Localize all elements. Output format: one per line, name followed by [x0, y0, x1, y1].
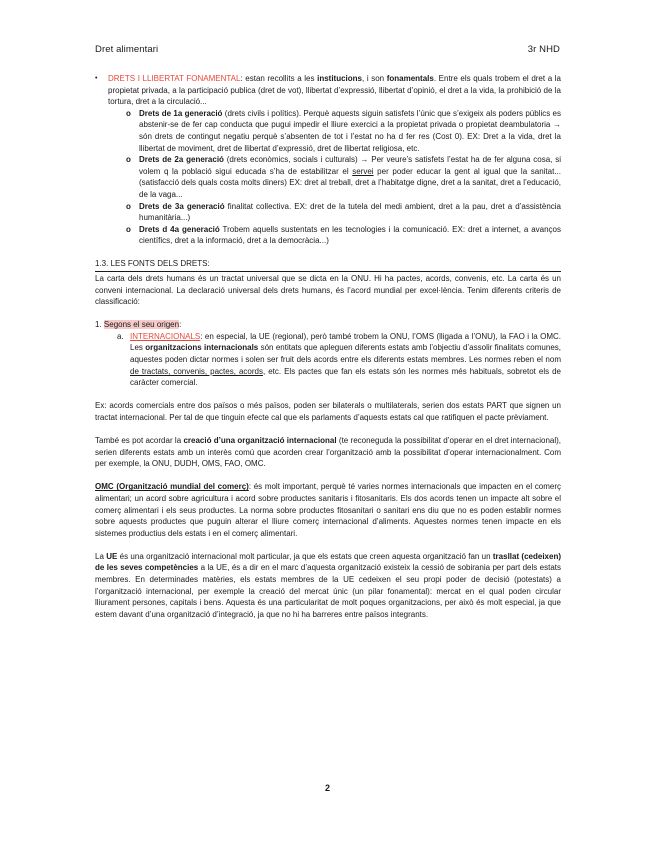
header-course: 3r NHD: [527, 44, 560, 55]
origin-label: Segons el seu origen: [103, 320, 180, 330]
circle-bullet-icon: o: [126, 108, 131, 118]
section-heading: 1.3. LES FONTS DELS DRETS:: [95, 258, 561, 272]
rights-bullet: [95, 73, 561, 108]
section-intro: La carta dels drets humans és un tractat universal que se dicta en la ONU. Hi ha pactes, acords, convenis, etc. La carta és un conveni internacional. La declaració universal dels drets humans, és l’acord mundial per excel·lència. Tenim diferents criteris de classificació:: [95, 274, 561, 307]
generation-item: o Drets de 1a generació (drets civils i polítics). Perquè aquests siguin satisfets l’únic que s’exigeix als poders públics es abstenir-se de fer cap conducta que pugui impedir el lliure exercici a la propietat privada o propietat deambulatoria → són drets de contingut negatiu perquè s’absenten de tot i l’estat no ha d fer res (Cost 0). EX: Dret a la vida, dret la llibertat de moviment, dret de llibertat d’expressió, dret de llibertat religiosa, etc.: [126, 108, 561, 153]
rights-paragraph: DRETS I LLIBERTAT FONAMENTAL: estan recollits a les institucions, i son fonamentals. Entre els quals trobem el dret a la propietat privada, a la participació publica (dret de vot), llibertat d’expressió, llibertat d’opinió, el dret a la vida, la prohibició de la tortura, dret a la circulació...: [108, 74, 561, 107]
ue-paragraph: La UE és una organització internacional molt particular, ja que els estats que creen aquesta organització fan un trasllat (cedeixen) de les seves competències a la UE, és a dir en el marc d’aquesta organització existeix la cessió de sobirania per part dels estats membres. En determinades matèries, els estats membres de la UE cedeixen el seu propi poder de decisió (potestats) a l’organització internacional, per exemple la creació del mercat únic (un pilar fonamental): mercat en el qual poden circular lliurament persones, capitals i bens. Aquesta és una particularitat de molt poques organitzacions, per això és molt especial, ja que estem davant d’una organització d’integració, ja que no hi ha barreres entre països integrants.: [95, 551, 562, 619]
bullet-dot-icon: •: [95, 75, 98, 82]
rights-heading: DRETS I LLIBERTAT FONAMENTAL: [108, 74, 241, 83]
generation-item: o Drets de 2a generació (drets econòmics, socials i culturals) → Per veure’s satisfets l’estat ha de fer alguna cosa, si volem q la població sigui educada s’ha de estabilitzar el servei per poder educar la gent al igual que la sanitat... (satisfacció dels quals costa molts diners) EX: dret al treball, dret a l’habitatge digne, dret a la sanitat, dret a l’educació, de la vaga...: [126, 155, 561, 199]
international-heading: INTERNACIONALS: [130, 331, 201, 341]
generation-item: o Drets d 4a generació Trobem aquells sustentats en les tecnologies i la comunicació. EX: dret a internet, a avanços científics, dret a la informació, dret a la democràcia...): [126, 224, 561, 246]
page-number: 2: [324, 783, 330, 793]
document-body: [95, 73, 561, 620]
omc-paragraph: OMC (Organització mundial del comerç): és molt important, perquè té varies normes internacionals que impacten en el comerç alimentari; un acord sobre agricultura i acord sobre productes sanitaris i fitosanitaris. Els dos acords tenen un impacte alt sobre el comerç alimentari i els seus productes. La norma sobre productes fitosanitari o sanitari ens diu que no es poden establir normes sobre aquests productes que puguin alterar el lliure comerç internacional d’aliments. Aquestes normes tenen impacte en els sistemes productius dels estats i en el comerç alimentari.: [95, 482, 561, 538]
international-item: a. INTERNACIONALS: en especial, la UE (regional), però també trobem la ONU, l’OMS (lligada a l’ONU), la FAO i la OMC. Les organitzacions internacionals són entitats que apleguen diferents estats amb l’objectiu d’assolir finalitats comunes, aquestes poden dictar normes i solen ser fruit dels acords entre els diferents estats membres. Les normes reben el nom de tractats, convenis, pactes, acords, etc. Els pactes que fan els estats són les normes més habituals, sobretot els de caràcter comercial.: [117, 331, 562, 388]
creation-paragraph: També es pot acordar la creació d’una organització internacional (te reconeguda la possibilitat d’operar en el dret internacional), serien diferents estats amb un interès comú que acorden crear l’organització amb la possibilitat d’operar internacionalment. Com per exemple, la ONU, DUDH, OMS, FAO, OMC.: [95, 436, 561, 469]
origin-heading: 1. Segons el seu origen:: [95, 320, 182, 330]
circle-bullet-icon: o: [126, 224, 131, 234]
circle-bullet-icon: o: [126, 201, 131, 211]
alpha-marker: a.: [117, 331, 124, 341]
omc-heading: OMC (Organització mundial del comerç): [95, 482, 249, 492]
example-paragraph: Ex: acords comercials entre dos països o més països, poden ser bilaterals o multilaterals, serien dos estats PART que signen un tractat internacional. Per tal de que tinguin efecte cal que els parlaments d’aquests estats cal que ratifiquen el pacte prèviament.: [95, 401, 561, 422]
header-title: Dret alimentari: [95, 44, 159, 55]
circle-bullet-icon: o: [126, 155, 131, 165]
generation-item: o Drets de 3a generació finalitat collectiva. EX: dret de la tutela del medi ambient, dret a la pau, dret a d’assistència humanitària...): [126, 201, 561, 223]
